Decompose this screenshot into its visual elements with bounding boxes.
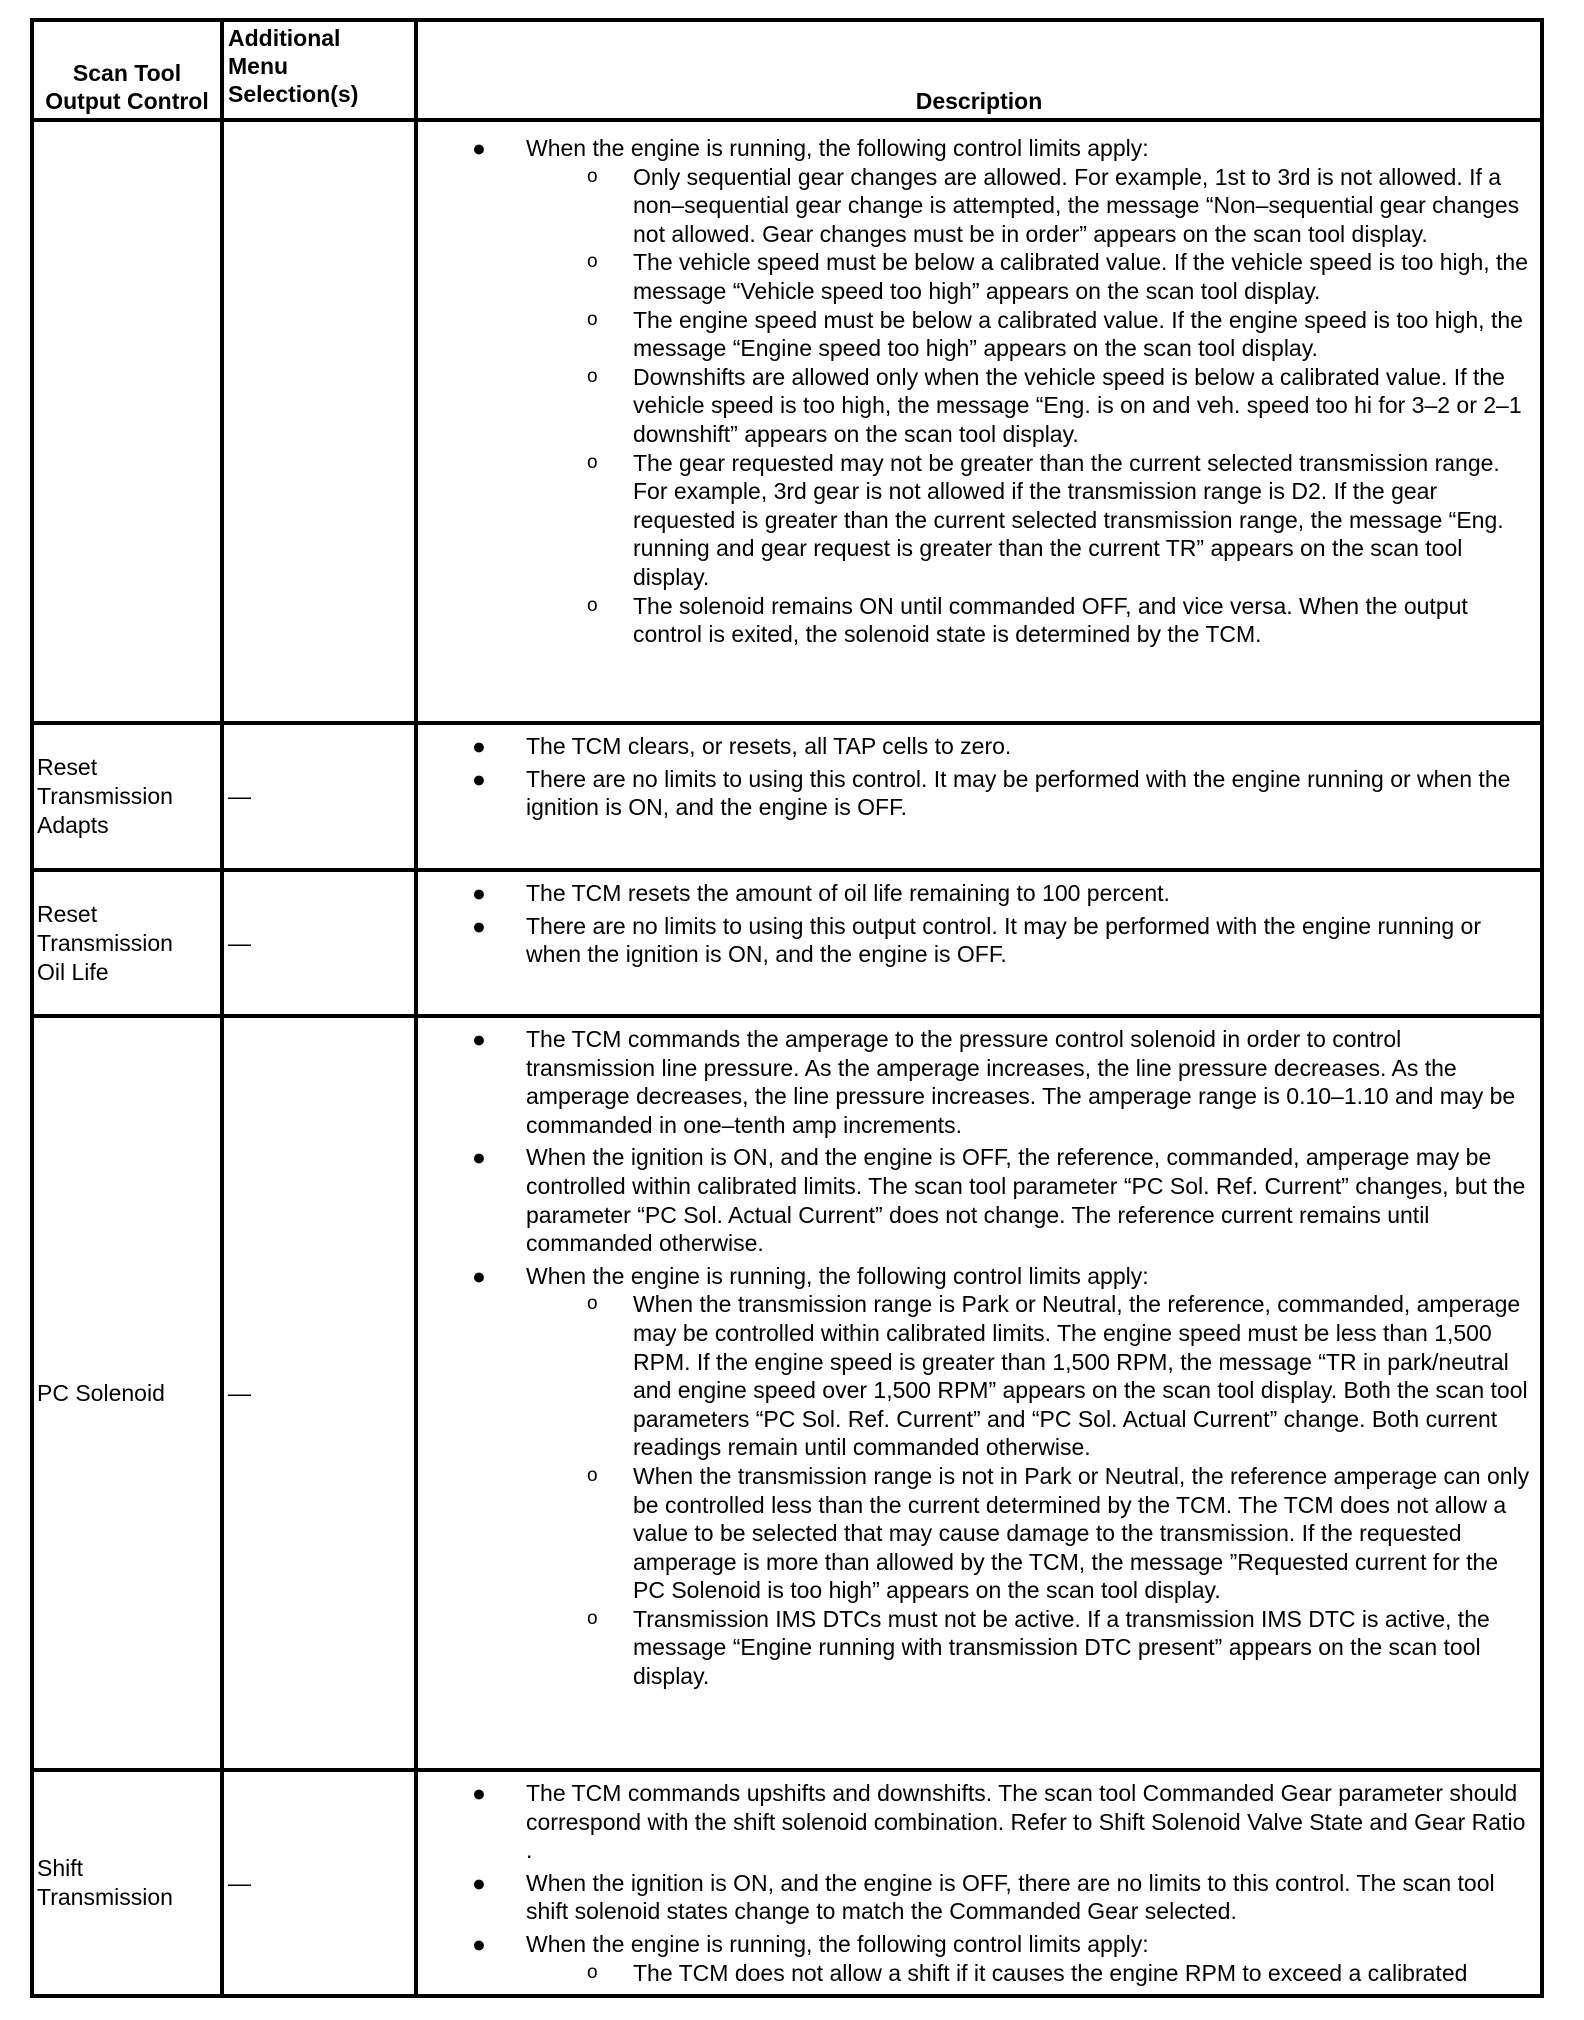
circle-bullet-icon: o <box>587 1607 598 1629</box>
control-name-cell <box>34 1772 224 1994</box>
bullet-item <box>418 1869 1534 1926</box>
bullet-text: There are no limits to using this control. It may be performed with the engine running or when the ignition is ON, and the engine is OFF. <box>526 765 1511 821</box>
bullet-icon: ● <box>472 135 486 161</box>
description-cell <box>418 725 1540 868</box>
bullet-item <box>418 1262 1534 1691</box>
header-line: Scan Tool <box>72 60 182 86</box>
sub-bullet-text: The engine speed must be below a calibrated value. If the engine speed is too high, the message “Engine speed too high” appears on the scan tool display. <box>633 306 1523 362</box>
control-name: PC Solenoid <box>37 1379 165 1406</box>
table-row <box>34 872 1540 1018</box>
bullet-list <box>418 134 1534 653</box>
sub-bullet-item <box>428 1605 1534 1691</box>
description-cell <box>418 122 1540 721</box>
description-cell <box>418 872 1540 1014</box>
bullet-icon: ● <box>472 1026 486 1052</box>
menu-selection-cell <box>224 872 418 1014</box>
circle-bullet-icon: o <box>587 308 598 330</box>
circle-bullet-icon: o <box>587 1293 598 1315</box>
header-scan-tool-output-control <box>34 22 224 118</box>
circle-bullet-icon: o <box>587 451 598 473</box>
bullet-list <box>418 1779 1534 1991</box>
bullet-text: The TCM resets the amount of oil life remaining to 100 percent. <box>526 880 1170 906</box>
circle-bullet-icon: o <box>587 594 598 616</box>
circle-bullet-icon: o <box>587 1464 598 1486</box>
sub-bullet-text: The TCM does not allow a shift if it causes the engine RPM to exceed a calibrated <box>633 1959 1468 1986</box>
sub-bullet-item <box>428 306 1534 363</box>
circle-bullet-icon: o <box>587 365 598 387</box>
bullet-icon: ● <box>472 912 486 939</box>
circle-bullet-icon: o <box>587 251 598 273</box>
sub-bullet-text: When the transmission range is not in Park or Neutral, the reference amperage can only be controlled less than the current determined by the TCM. The TCM does not allow a value to be selected that may cause damage to the transmission. If the requested amperage is more than allowed by the TCM, the message ”Requested current for the PC Solenoid is too high” appears on the scan tool display. <box>633 1462 1530 1604</box>
bullet-text: There are no limits to using this output control. It may be performed with the engine running or when the ignition is ON, and the engine is OFF. <box>526 912 1482 968</box>
menu-selection: — <box>228 1379 251 1406</box>
sub-bullet-item <box>428 248 1534 305</box>
sub-bullet-text: When the transmission range is Park or Neutral, the reference, commanded, amperage may be controlled within calibrated limits. The engine speed must be less than 1,500 RPM. If the engine speed is greater than 1,500 RPM, the message “TR in park/neutral and engine speed over 1,500 RPM” appears on the scan tool display. Both the scan tool parameters “PC Sol. Ref. Current” and “PC Sol. Actual Current” change. Both current readings remain until commanded otherwise. <box>633 1291 1528 1461</box>
sub-bullet-text: Only sequential gear changes are allowed. For example, 1st to 3rd is not allowed. If a non–sequential gear change is attempted, the message “Non–sequential gear changes not allowed. Gear changes must be in order” appears on the scan tool display. <box>633 163 1520 247</box>
sub-bullet-item <box>428 163 1534 249</box>
bullet-text: When the engine is running, the following control limits apply: <box>526 135 1149 161</box>
menu-selection: — <box>228 929 251 956</box>
sub-bullet-list <box>428 1290 1534 1690</box>
table-row <box>34 725 1540 872</box>
bullet-icon: ● <box>472 1869 486 1896</box>
table-header-row <box>34 22 1540 122</box>
bullet-text: When the engine is running, the following control limits apply: <box>526 1262 1149 1289</box>
circle-bullet-icon: o <box>587 1961 598 1983</box>
sub-bullet-text: Downshifts are allowed only when the vehicle speed is below a calibrated value. If the vehicle speed is too high, the message “Eng. is on and veh. speed too hi for 3–2 or 2–1 downshift” appears on the scan tool display. <box>633 363 1522 447</box>
sub-bullet-item <box>428 1959 1534 1988</box>
sub-bullet-text: The vehicle speed must be below a calibrated value. If the vehicle speed is too high, the message “Vehicle speed too high” appears on the scan tool display. <box>633 249 1528 304</box>
bullet-item <box>418 1025 1534 1139</box>
bullet-text: When the engine is running, the following control limits apply: <box>526 1930 1149 1957</box>
control-name: Reset Transmission Oil Life <box>37 900 173 985</box>
sub-bullet-item <box>428 363 1534 449</box>
bullet-icon: ● <box>472 1262 486 1289</box>
bullet-text: When the ignition is ON, and the engine is OFF, the reference, commanded, amperage may be controlled within calibrated limits. The scan tool parameter “PC Sol. Ref. Current” changes, but the parameter “PC Sol. Actual Current” does not change. The reference current remains until commanded otherwise. <box>526 1144 1526 1257</box>
bullet-icon: ● <box>472 1930 486 1957</box>
bullet-item <box>418 1930 1534 1987</box>
control-name: Reset Transmission Adapts <box>37 754 173 838</box>
sub-bullet-text: The solenoid remains ON until commanded OFF, and vice versa. When the output control is exited, the solenoid state is determined by the TCM. <box>633 592 1468 648</box>
bullet-list <box>418 1025 1534 1695</box>
bullet-item <box>418 1143 1534 1257</box>
control-name-cell <box>34 1018 224 1768</box>
sub-bullet-item <box>428 449 1534 592</box>
sub-bullet-list <box>428 163 1534 649</box>
sub-bullet-item <box>428 592 1534 649</box>
bullet-list <box>418 732 1534 826</box>
description-cell <box>418 1018 1540 1768</box>
bullet-item <box>418 879 1534 908</box>
output-control-table <box>30 18 1544 1998</box>
circle-bullet-icon: o <box>587 165 598 187</box>
menu-selection-cell <box>224 1772 418 1994</box>
bullet-item <box>418 765 1534 822</box>
menu-selection: — <box>228 783 251 809</box>
header-line: Additional <box>228 25 341 51</box>
header-description-label: Description <box>915 88 1043 114</box>
table-row <box>34 1018 1540 1772</box>
bullet-icon: ● <box>472 1780 486 1806</box>
table-row <box>34 122 1540 725</box>
header-line: Selection(s) <box>228 81 359 107</box>
control-name-cell <box>34 872 224 1014</box>
bullet-item <box>418 732 1534 761</box>
header-line: Menu <box>228 53 289 79</box>
menu-selection: — <box>228 1869 251 1896</box>
bullet-item <box>418 134 1534 649</box>
control-name-cell <box>34 725 224 868</box>
sub-bullet-item <box>428 1462 1534 1605</box>
bullet-icon: ● <box>472 733 486 759</box>
control-name: Shift Transmission <box>37 1855 173 1910</box>
bullet-text: When the ignition is ON, and the engine is OFF, there are no limits to this control. The scan tool shift solenoid states change to match the Commanded Gear selected. <box>526 1869 1495 1925</box>
table-row <box>34 1772 1540 1994</box>
bullet-item <box>418 912 1534 969</box>
description-cell <box>418 1772 1540 1994</box>
control-name-cell <box>34 122 224 721</box>
menu-selection-cell <box>224 1018 418 1768</box>
header-line: Output Control <box>45 88 209 114</box>
sub-bullet-list <box>428 1959 1534 1988</box>
bullet-text: The TCM clears, or resets, all TAP cells to zero. <box>526 733 1012 759</box>
bullet-text: The TCM commands the amperage to the pressure control solenoid in order to control transmission line pressure. As the amperage increases, the line pressure decreases. As the amperage decreases, the line pressure increases. The amperage range is 0.10–1.10 and may be commanded in one–tenth amp increments. <box>526 1026 1516 1138</box>
bullet-item <box>418 1779 1534 1865</box>
sub-bullet-text: The gear requested may not be greater than the current selected transmission range. For example, 3rd gear is not allowed if the transmission range is D2. If the gear requested is greater than the current selected transmission range, the message “Eng. running and gear request is greater than the current TR” appears on the scan tool display. <box>633 449 1504 590</box>
menu-selection-cell <box>224 122 418 721</box>
bullet-icon: ● <box>472 765 486 792</box>
sub-bullet-text: Transmission IMS DTCs must not be active. If a transmission IMS DTC is active, the message “Engine running with transmission DTC present” appears on the scan tool display. <box>633 1605 1490 1690</box>
header-description <box>418 22 1540 118</box>
sub-bullet-item <box>428 1290 1534 1462</box>
bullet-icon: ● <box>472 1144 486 1171</box>
header-additional-menu-selections <box>224 22 418 118</box>
bullet-icon: ● <box>472 880 486 906</box>
bullet-list <box>418 879 1534 973</box>
menu-selection-cell <box>224 725 418 868</box>
bullet-text: The TCM commands upshifts and downshifts. The scan tool Commanded Gear parameter should correspond with the shift solenoid combination. Refer to Shift Solenoid Valve State and Gear Ratio . <box>526 1780 1526 1864</box>
